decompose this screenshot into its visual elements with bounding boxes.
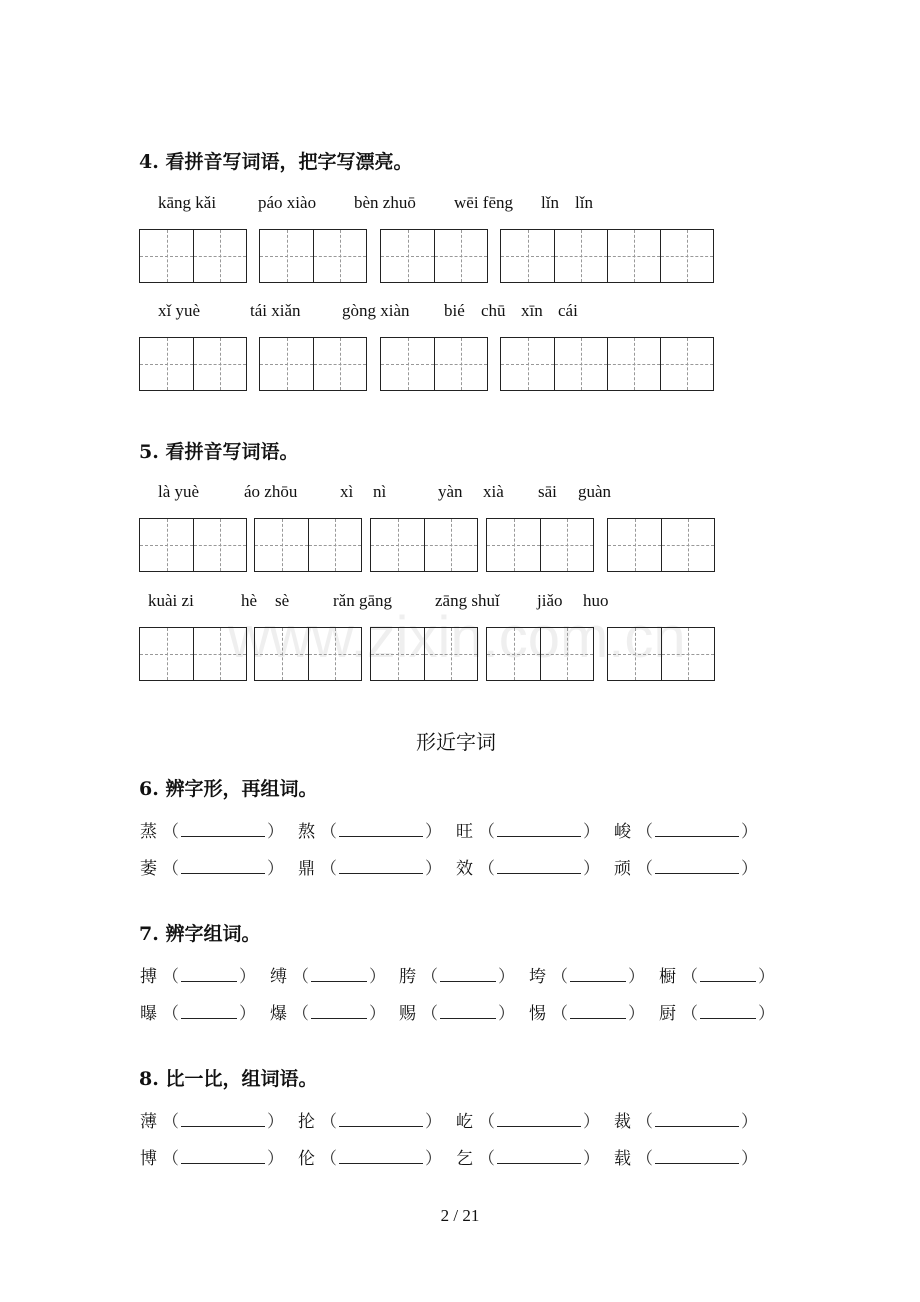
word-item: 惕 （ ） [529,999,645,1024]
word-item: 垮 （ ） [529,962,645,987]
character: 蒸 [140,822,157,842]
pinyin: sè [275,591,290,610]
character: 薄 [140,1112,157,1132]
answer-blank[interactable] [181,1002,237,1019]
character: 博 [140,1149,157,1169]
word-item: 博 （ ） [140,1144,284,1169]
answer-blank[interactable] [570,1002,626,1019]
character: 惕 [529,1004,546,1024]
word-item: 萎 （ ） [140,854,284,879]
answer-blank[interactable] [700,965,756,982]
pinyin: páo xiào [258,193,317,212]
pinyin: huo [583,591,609,610]
writing-grid[interactable] [500,229,714,283]
page-number: 2 / 21 [440,1206,480,1225]
pinyin: chū [481,301,506,320]
answer-blank[interactable] [440,965,496,982]
pinyin: xià [483,482,504,501]
pinyin: kāng kǎi [158,193,217,212]
writing-grid[interactable] [607,627,715,681]
writing-grid[interactable] [607,518,715,572]
word-item: 赐 （ ） [399,999,515,1024]
answer-blank[interactable] [339,1147,423,1164]
answer-blank[interactable] [440,1002,496,1019]
word-item: 搏 （ ） [140,962,256,987]
word-item: 伦 （ ） [298,1144,442,1169]
character: 裁 [614,1112,631,1132]
word-item: 顽 （ ） [614,854,758,879]
answer-blank[interactable] [181,820,265,837]
word-item: 效 （ ） [456,854,600,879]
character: 爆 [270,1004,287,1024]
pinyin: lǐn [541,193,559,212]
pinyin: guàn [578,482,612,501]
answer-blank[interactable] [181,1147,265,1164]
pinyin: tái xiǎn [250,301,301,320]
pinyin: zāng shuǐ [435,591,500,610]
writing-grid[interactable] [259,229,367,283]
character: 伦 [298,1149,315,1169]
answer-blank[interactable] [700,1002,756,1019]
answer-blank[interactable] [181,857,265,874]
word-item: 薄 （ ） [140,1107,284,1132]
writing-grid[interactable] [139,337,247,391]
pinyin: jiǎo [537,591,563,610]
pinyin: xǐ yuè [158,301,201,320]
pinyin: là yuè [158,482,200,501]
word-item: 厨 （ ） [659,999,775,1024]
pinyin: wēi fēng [454,193,514,212]
word-item: 裁 （ ） [614,1107,758,1132]
question-5-title: 5. 看拼音写词语。 [139,441,299,463]
word-item: 橱 （ ） [659,962,775,987]
word-item: 熬 （ ） [298,817,442,842]
answer-blank[interactable] [655,857,739,874]
writing-grid[interactable] [259,337,367,391]
word-item: 乞 （ ） [456,1144,600,1169]
writing-grid[interactable] [139,518,247,572]
question-6-title: 6. 辨字形，再组词。 [139,778,318,800]
character: 橱 [659,967,676,987]
word-item: 载 （ ） [614,1144,758,1169]
word-item: 蒸 （ ） [140,817,284,842]
answer-blank[interactable] [570,965,626,982]
character: 屹 [456,1112,473,1132]
answer-blank[interactable] [339,1110,423,1127]
answer-blank[interactable] [181,1110,265,1127]
character: 抡 [298,1112,315,1132]
pinyin: bèn zhuō [354,193,416,212]
character: 垮 [529,967,546,987]
word-item: 爆 （ ） [270,999,386,1024]
character: 缚 [270,967,287,987]
writing-grid[interactable] [139,229,247,283]
word-item: 屹 （ ） [456,1107,600,1132]
character: 顽 [614,859,631,879]
pinyin: gòng xiàn [342,301,410,320]
pinyin: hè [241,591,258,610]
character: 搏 [140,967,157,987]
pinyin: cái [558,301,578,320]
character: 乞 [456,1149,473,1169]
word-item: 鼎 （ ） [298,854,442,879]
word-item: 峻 （ ） [614,817,758,842]
question-7-title: 7. 辨字组词。 [139,923,261,945]
watermark: www.zixin.com.cn [228,605,686,670]
pinyin: xì [340,482,354,501]
writing-grid[interactable] [500,337,714,391]
writing-grid[interactable] [486,627,594,681]
answer-blank[interactable] [181,965,237,982]
character: 曝 [140,1004,157,1024]
character: 熬 [298,822,315,842]
word-item: 抡 （ ） [298,1107,442,1132]
word-item: 旺 （ ） [456,817,600,842]
writing-grid[interactable] [139,627,247,681]
question-4-title: 4. 看拼音写词语，把字写漂亮。 [139,151,413,173]
answer-blank[interactable] [339,857,423,874]
pinyin: yàn [438,482,463,501]
character: 萎 [140,859,157,879]
answer-blank[interactable] [655,1147,739,1164]
writing-grid[interactable] [254,627,362,681]
writing-grid[interactable] [370,518,478,572]
pinyin: áo zhōu [244,482,298,501]
question-8-title: 8. 比一比，组词语。 [139,1068,318,1090]
section-title: 形近字词 [416,730,496,754]
answer-blank[interactable] [311,965,367,982]
writing-grid[interactable] [370,627,478,681]
answer-blank[interactable] [655,820,739,837]
character: 载 [614,1149,631,1169]
word-item: 缚 （ ） [270,962,386,987]
answer-blank[interactable] [497,857,581,874]
writing-grid[interactable] [254,518,362,572]
pinyin: lǐn [575,193,593,212]
answer-blank[interactable] [339,820,423,837]
pinyin: nì [373,482,387,501]
character: 峻 [614,822,631,842]
pinyin: kuài zi [148,591,194,610]
pinyin: sāi [538,482,557,501]
pinyin: rǎn gāng [333,591,393,610]
answer-blank[interactable] [311,1002,367,1019]
pinyin: bié [444,301,465,320]
character: 效 [456,859,473,879]
character: 鼎 [298,859,315,879]
answer-blank[interactable] [655,1110,739,1127]
word-item: 曝 （ ） [140,999,256,1024]
pinyin: xīn [521,301,543,320]
writing-grid[interactable] [380,229,488,283]
answer-blank[interactable] [497,820,581,837]
character: 旺 [456,822,473,842]
writing-grid[interactable] [486,518,594,572]
answer-blank[interactable] [497,1147,581,1164]
character: 胯 [399,967,416,987]
writing-grid[interactable] [380,337,488,391]
character: 厨 [659,1004,676,1024]
character: 赐 [399,1004,416,1024]
word-item: 胯 （ ） [399,962,515,987]
answer-blank[interactable] [497,1110,581,1127]
